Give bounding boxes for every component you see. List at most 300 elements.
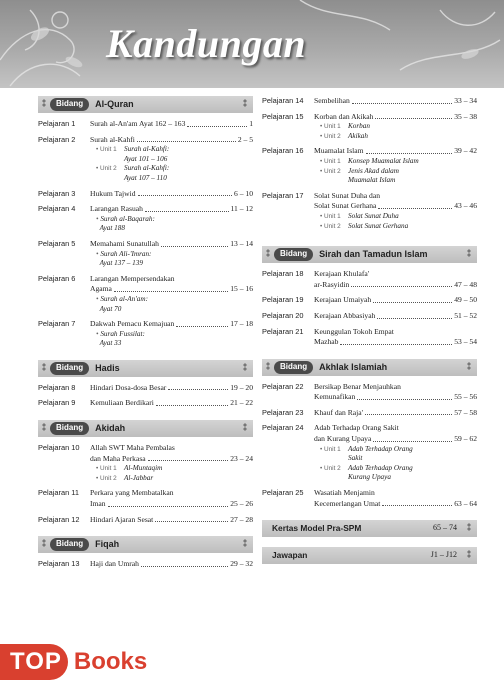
lesson-row — [38, 189, 253, 200]
lesson-body — [314, 488, 477, 509]
bullet-icon: • — [96, 329, 101, 338]
lesson-row — [262, 112, 477, 142]
page-number: 33 – 34 — [454, 96, 477, 105]
unit-title: Konsep Muamalat Islam — [348, 156, 419, 165]
lesson-title-line — [314, 337, 477, 348]
lesson-title-line — [314, 280, 477, 291]
page-number: 49 – 50 — [454, 295, 477, 305]
lesson-title-line — [314, 295, 477, 306]
dot-leader — [375, 118, 452, 119]
page-number: 65 – 74 — [433, 523, 457, 533]
dot-leader — [378, 208, 452, 209]
lesson-title-line — [90, 559, 253, 570]
lesson-title: Mazhab — [314, 337, 339, 347]
lesson-body — [90, 274, 253, 314]
lesson-row — [262, 295, 477, 306]
unit-label — [90, 174, 124, 184]
lesson-row — [262, 311, 477, 322]
lesson-title: Kerajaan Khulafa' — [314, 269, 370, 279]
unit-label: • Unit 2 — [320, 464, 341, 472]
unit-label — [314, 473, 348, 483]
logo-top: TOP — [0, 644, 68, 680]
lesson-row — [38, 443, 253, 483]
lesson-body — [90, 135, 253, 184]
ornament-left-icon — [40, 363, 48, 374]
lesson-row — [262, 96, 477, 107]
extra-section — [262, 547, 477, 564]
surah-note — [90, 224, 253, 234]
page-number: 23 – 24 — [230, 453, 253, 463]
unit-row — [90, 174, 253, 184]
ornament-left-icon — [264, 362, 272, 373]
lesson-row — [38, 135, 253, 184]
lesson-label: Pelajaran 22 — [262, 381, 304, 391]
unit-title: Ayat 107 – 110 — [124, 173, 167, 182]
page-number: 15 – 16 — [230, 284, 253, 294]
dot-leader — [366, 153, 453, 154]
dot-leader — [351, 286, 452, 287]
lesson-row — [38, 119, 253, 130]
unit-title: Sakit — [348, 454, 363, 463]
unit-row — [90, 155, 253, 165]
unit-label — [314, 454, 348, 464]
lesson-row — [38, 239, 253, 269]
lesson-body — [90, 515, 253, 526]
lesson-label: Pelajaran 11 — [38, 488, 79, 498]
lesson-title: Allah SWT Maha Pembalas — [90, 443, 175, 453]
lesson-title-line — [90, 204, 253, 215]
lesson-title-line — [90, 454, 253, 465]
lesson-title: Solat Sunat Gerhana — [314, 201, 377, 211]
ornament-right-icon — [465, 249, 473, 260]
dot-leader — [141, 566, 228, 567]
unit-row — [314, 212, 477, 222]
lesson-row — [262, 488, 477, 509]
lesson-title: Kemuliaan Berdikari — [90, 398, 154, 408]
lesson-body — [314, 295, 477, 306]
lesson-label: Pelajaran 13 — [38, 559, 80, 569]
lesson-title: Perkara yang Membatalkan — [90, 488, 174, 498]
page-number: 6 – 10 — [234, 188, 253, 198]
surah-note-text: Surah Fussilat: — [100, 329, 145, 338]
lesson-title-line — [314, 434, 477, 445]
lesson-label: Pelajaran 7 — [38, 319, 76, 329]
lesson-title: Kemunafikan — [314, 392, 356, 402]
unit-title: Adab Terhadap Orang — [348, 463, 413, 472]
dot-leader — [377, 318, 452, 319]
lesson-label: Pelajaran 5 — [38, 238, 76, 248]
dot-leader — [176, 326, 228, 327]
lesson-body — [314, 191, 477, 231]
lesson-label: Pelajaran 3 — [38, 188, 76, 198]
ornament-left-icon — [40, 99, 48, 110]
dot-leader — [340, 344, 452, 345]
unit-label — [90, 155, 124, 165]
lesson-title: Wasatiah Menjamin — [314, 488, 375, 498]
unit-label: • Unit 1 — [96, 146, 117, 154]
section-title: Akhlak Islamiah — [319, 361, 388, 372]
lesson-label: Pelajaran 10 — [38, 443, 80, 453]
lesson-title: Hindari Dosa-dosa Besar — [90, 382, 167, 392]
page-number: 19 – 20 — [230, 382, 253, 392]
lesson-title-line — [314, 191, 477, 202]
lesson-label: Pelajaran 25 — [262, 488, 304, 498]
lesson-label: Pelajaran 18 — [262, 269, 304, 279]
section-gap — [38, 575, 253, 581]
dot-leader — [114, 291, 228, 292]
lesson-row — [262, 408, 477, 419]
lesson-label: Pelajaran 14 — [262, 96, 304, 105]
lesson-title-line — [314, 311, 477, 322]
page-number: 27 – 28 — [230, 514, 253, 524]
lesson-title-line — [90, 383, 253, 394]
surah-note — [90, 330, 253, 340]
section-title: Sirah dan Tamadun Islam — [319, 249, 428, 260]
lesson-label: Pelajaran 2 — [38, 134, 76, 144]
bullet-icon: • — [96, 294, 101, 303]
surah-note-text: Surah al-An'am: — [100, 294, 148, 303]
section-header — [38, 536, 253, 553]
page-number: 25 – 26 — [230, 499, 253, 509]
extra-section — [262, 520, 477, 537]
lesson-row — [38, 383, 253, 394]
lesson-title-line — [314, 269, 477, 280]
lesson-body — [90, 119, 253, 130]
bullet-icon: • — [96, 214, 101, 223]
lesson-title-line — [90, 443, 253, 454]
lesson-title: ar-Rasyidin — [314, 279, 350, 289]
unit-label: • Unit 1 — [320, 157, 341, 165]
lesson-title-line — [314, 112, 477, 123]
lesson-body — [314, 382, 477, 403]
lesson-label: Pelajaran 23 — [262, 407, 304, 417]
page-number: 35 – 38 — [454, 111, 477, 121]
lesson-label: Pelajaran 6 — [38, 273, 76, 283]
lesson-label: Pelajaran 19 — [262, 295, 304, 305]
surah-note — [90, 339, 253, 349]
lesson-body — [314, 112, 477, 142]
bullet-icon: • — [96, 249, 101, 258]
unit-title: Muamalat Islam — [348, 176, 396, 185]
lesson-label: Pelajaran 17 — [262, 190, 304, 200]
lesson-row — [38, 515, 253, 526]
ornament-right-icon — [241, 99, 249, 110]
section-header — [38, 360, 253, 377]
ornament-right-icon — [465, 362, 473, 373]
lesson-body — [90, 398, 253, 409]
lesson-label: Pelajaran 4 — [38, 204, 76, 214]
lesson-body — [314, 423, 477, 483]
lesson-row — [262, 191, 477, 231]
lesson-title: dan Maha Perkasa — [90, 453, 146, 463]
unit-row — [314, 454, 477, 464]
ornament-left-icon — [40, 423, 48, 434]
lesson-title: Sembelihan — [314, 96, 350, 105]
lesson-title-line — [90, 189, 253, 200]
header-banner — [0, 0, 504, 88]
lesson-title-line — [314, 488, 477, 499]
lesson-title-line — [314, 408, 477, 419]
lesson-title-line — [314, 96, 477, 107]
unit-title: Adab Terhadap Orang — [348, 444, 413, 453]
page-number: 39 – 42 — [454, 146, 477, 156]
page-number: 63 – 64 — [454, 498, 477, 508]
unit-row — [314, 157, 477, 167]
unit-label: • Unit 1 — [320, 123, 341, 131]
surah-note — [90, 250, 253, 260]
lesson-title: Kecemerlangan Umat — [314, 498, 381, 508]
lesson-label: Pelajaran 20 — [262, 310, 304, 320]
page-number: 1 — [249, 119, 253, 128]
lesson-body — [314, 311, 477, 322]
lesson-title: Dakwah Pemacu Kemajuan — [90, 319, 175, 329]
unit-row — [314, 167, 477, 177]
ornament-left-icon — [264, 249, 272, 260]
dot-leader — [187, 126, 247, 127]
page-number: 21 – 22 — [230, 398, 253, 408]
lesson-body — [90, 189, 253, 200]
lesson-row — [38, 488, 253, 509]
lesson-title: dan Kurang Upaya — [314, 434, 372, 444]
lesson-title: Iman — [90, 499, 106, 509]
dot-leader — [373, 441, 452, 442]
unit-title: Jenis Akad dalam — [348, 166, 399, 175]
lesson-title: Memahami Sunatullah — [90, 238, 159, 248]
lesson-title-line — [90, 119, 253, 130]
lesson-title-line — [90, 274, 253, 285]
page-number: 57 – 58 — [454, 407, 477, 417]
dot-leader — [365, 414, 452, 415]
section-badge: Bidang — [274, 361, 313, 374]
lesson-title: Adab Terhadap Orang Sakit — [314, 423, 399, 433]
page-number: 29 – 32 — [230, 559, 253, 569]
section-title: Al-Quran — [95, 99, 134, 110]
lesson-title-line — [314, 423, 477, 434]
section-badge: Bidang — [50, 98, 89, 111]
lesson-title-line — [314, 146, 477, 157]
page-number: 55 – 56 — [454, 392, 477, 402]
lesson-title: Agama — [90, 284, 112, 294]
unit-title: Surah al-Kahfi: — [124, 164, 170, 173]
lesson-row — [38, 274, 253, 314]
ornament-right-icon — [241, 423, 249, 434]
lesson-body — [90, 443, 253, 483]
unit-title: Kurang Upaya — [348, 473, 391, 482]
unit-label: • Unit 1 — [320, 212, 341, 220]
section-badge: Bidang — [274, 248, 313, 261]
lesson-row — [38, 559, 253, 570]
lesson-label: Pelajaran 12 — [38, 514, 80, 524]
lesson-title: Hindari Ajaran Sesat — [90, 514, 154, 524]
lesson-title: Kerajaan Abbasiyah — [314, 310, 376, 320]
extra-title: Jawapan — [272, 550, 308, 561]
lesson-title-line — [90, 515, 253, 526]
unit-label: • Unit 1 — [320, 445, 341, 453]
dot-leader — [108, 506, 229, 507]
dot-leader — [168, 389, 228, 390]
surah-note-text: Surah Ali-'Imran: — [100, 249, 152, 258]
unit-row — [314, 122, 477, 132]
section-badge: Bidang — [50, 538, 89, 551]
dot-leader — [161, 246, 228, 247]
lesson-title-line — [314, 382, 477, 393]
section-header — [38, 420, 253, 437]
page-number: 13 – 14 — [230, 238, 253, 248]
unit-title: Solat Sunat Duha — [348, 211, 399, 220]
section-title: Akidah — [95, 423, 126, 434]
lesson-title-line — [314, 201, 477, 212]
publisher-logo — [0, 640, 147, 684]
lesson-row — [38, 204, 253, 234]
surah-note-text: Surah al-Baqarah: — [100, 214, 155, 223]
dot-leader — [156, 405, 228, 406]
section-title: Fiqah — [95, 539, 120, 550]
lesson-label: Pelajaran 16 — [262, 146, 304, 156]
right-column — [262, 96, 477, 574]
unit-row — [90, 464, 253, 474]
unit-row — [314, 176, 477, 186]
unit-row — [90, 145, 253, 155]
lesson-title: Bersikap Benar Menjauhkan — [314, 381, 401, 391]
extra-title: Kertas Model Pra-SPM — [272, 523, 362, 534]
lesson-body — [90, 383, 253, 394]
unit-label: • Unit 2 — [96, 165, 117, 173]
lesson-body — [314, 327, 477, 348]
surah-note-text: Ayat 70 — [99, 304, 122, 313]
lesson-title-line — [90, 488, 253, 499]
lesson-body — [90, 204, 253, 234]
page-number: J1 – J12 — [430, 550, 457, 560]
lesson-title-line — [90, 398, 253, 409]
surah-note-text: Ayat 188 — [99, 224, 125, 233]
section-badge: Bidang — [50, 362, 89, 375]
lesson-title-line — [90, 319, 253, 330]
section-badge: Bidang — [50, 422, 89, 435]
lesson-label: Pelajaran 15 — [262, 111, 304, 121]
unit-row — [314, 222, 477, 232]
unit-title: Surah al-Kahfi: — [124, 145, 170, 154]
lesson-title: Korban dan Akikah — [314, 111, 374, 121]
dot-leader — [382, 505, 452, 506]
dot-leader — [138, 195, 232, 196]
unit-label: • Unit 2 — [96, 474, 117, 482]
lesson-title-line — [90, 239, 253, 250]
lesson-row — [262, 269, 477, 290]
lesson-row — [262, 423, 477, 483]
dot-leader — [148, 460, 229, 461]
page-number: 2 – 5 — [237, 134, 253, 144]
section-title: Hadis — [95, 363, 120, 374]
lesson-row — [262, 146, 477, 185]
lesson-body — [90, 239, 253, 269]
lesson-title-line — [90, 284, 253, 295]
lesson-row — [38, 398, 253, 409]
page-title: Kandungan — [106, 21, 307, 66]
unit-row — [90, 164, 253, 174]
surah-note-text: Ayat 33 — [99, 339, 122, 348]
lesson-label: Pelajaran 9 — [38, 398, 76, 408]
lesson-title-line — [90, 135, 253, 146]
lesson-title: Larangan Rasuah — [90, 204, 143, 214]
unit-title: Al-Jabbar — [124, 473, 154, 482]
dot-leader — [357, 399, 452, 400]
lesson-body — [314, 269, 477, 290]
unit-row — [314, 473, 477, 483]
unit-title: Korban — [348, 122, 370, 131]
lesson-label: Pelajaran 24 — [262, 423, 304, 433]
lesson-body — [90, 559, 253, 570]
unit-title: Al-Muntaqim — [124, 464, 163, 473]
dot-leader — [137, 141, 236, 142]
lesson-title: Solat Sunat Duha dan — [314, 190, 381, 200]
section-header — [38, 96, 253, 113]
unit-label — [314, 176, 348, 186]
lesson-title-line — [90, 499, 253, 510]
logo-books: Books — [73, 648, 148, 675]
unit-title: Ayat 101 – 106 — [124, 154, 168, 163]
page-number: 17 – 18 — [230, 319, 253, 329]
lesson-title: Muamalat Islam — [314, 146, 364, 156]
lesson-title-line — [314, 392, 477, 403]
ornament-right-icon — [465, 523, 473, 534]
lesson-title: Keunggulan Tokoh Empat — [314, 326, 394, 336]
section-gap — [262, 236, 477, 246]
lesson-label: Pelajaran 1 — [38, 119, 76, 128]
lesson-row — [262, 327, 477, 348]
lesson-title-line — [314, 499, 477, 510]
ornament-right-icon — [241, 539, 249, 550]
unit-title: Akikah — [348, 131, 368, 140]
lesson-title: Haji dan Umrah — [90, 559, 139, 569]
surah-note — [90, 259, 253, 269]
ornament-left-icon — [40, 539, 48, 550]
lesson-title-line — [314, 327, 477, 338]
surah-note — [90, 215, 253, 225]
surah-note — [90, 295, 253, 305]
lesson-label: Pelajaran 21 — [262, 326, 304, 336]
dot-leader — [155, 521, 228, 522]
lesson-row — [38, 319, 253, 349]
lesson-body — [90, 488, 253, 509]
unit-label: • Unit 2 — [320, 222, 341, 230]
lesson-title: Larangan Mempersendakan — [90, 273, 175, 283]
unit-row — [314, 464, 477, 474]
section-header — [262, 359, 477, 376]
lesson-title: Hukum Tajwid — [90, 188, 136, 198]
surah-note-text: Ayat 137 – 139 — [99, 259, 143, 268]
unit-row — [90, 474, 253, 484]
dot-leader — [352, 103, 452, 104]
lesson-body — [314, 146, 477, 185]
section-header — [262, 246, 477, 263]
lesson-title: Kerajaan Umaiyah — [314, 295, 372, 305]
left-column — [38, 96, 253, 581]
page-number: 43 – 46 — [454, 201, 477, 211]
unit-label: • Unit 2 — [320, 167, 341, 175]
page-number: 51 – 52 — [454, 310, 477, 320]
lesson-row — [262, 382, 477, 403]
dot-leader — [145, 211, 229, 212]
unit-row — [314, 132, 477, 142]
lesson-title: Surah al-An'am Ayat 162 – 163 — [90, 119, 186, 128]
ornament-right-icon — [241, 363, 249, 374]
lesson-body — [314, 96, 477, 107]
lesson-body — [90, 319, 253, 349]
page-number: 59 – 62 — [454, 434, 477, 444]
lesson-label: Pelajaran 8 — [38, 382, 76, 392]
dot-leader — [373, 302, 452, 303]
page-number: 11 – 12 — [230, 204, 253, 214]
